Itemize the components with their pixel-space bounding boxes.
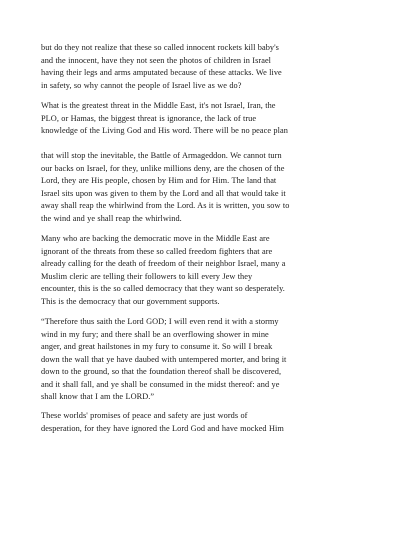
paragraph-4	[41, 233, 386, 308]
paragraph-line: in safety, so why cannot the people of Israel live as we do?	[41, 80, 242, 90]
paragraph-line: ignorant of the threats from these so called freedom fighters that are	[41, 246, 273, 256]
paragraph-line: but do they not realize that these so called innocent rockets kill baby's	[41, 43, 279, 52]
paragraph-line: having their legs and arms amputated because of these attacks. We live	[41, 68, 282, 77]
paragraph-line: the wind and ye shall reap the whirlwind.	[41, 213, 182, 223]
paragraph-2	[41, 100, 386, 138]
paragraph-line: already calling for the death of freedom of their neighbor Israel, many a	[41, 259, 286, 268]
paragraph-line: Israel sits upon was given to them by the Lord and all that would take it	[41, 188, 286, 198]
paragraph-line: knowledge of the Living God and His word. There will be no peace plan	[41, 126, 288, 135]
paragraph-line: encounter, this is the so called democracy that they want so desperately.	[41, 284, 285, 293]
paragraph-line: What is the greatest threat in the Middle East, it's not Israel, Iran, the	[41, 101, 276, 110]
paragraph-line: Lord, they are His people, chosen by Him and for Him. The land that	[41, 176, 277, 185]
paragraph-line: These worlds' promises of peace and safety are just words of	[41, 411, 248, 420]
paragraph-5-quote	[41, 316, 386, 404]
paragraph-line: PLO, or Hamas, the biggest threat is ignorance, the lack of true	[41, 113, 257, 123]
paragraph-line: Many who are backing the democratic move in the Middle East are	[41, 234, 270, 243]
paragraph-line: and it shall fall, and ye shall be consumed in the midst thereof: and ye	[41, 379, 280, 389]
paragraph-line: and the innocent, have they not seen the photos of children in Israel	[41, 55, 272, 65]
paragraph-line: that will stop the inevitable, the Battle of Armageddon. We cannot turn	[41, 151, 282, 160]
paragraph-line: away shall reap the whirlwind from the Lord. As it is written, you sow to	[41, 201, 290, 210]
paragraph-line: desperation, for they have ignored the Lord God and have mocked Him	[41, 423, 284, 433]
paragraph-line: “Therefore thus saith the Lord GOD; I will even rend it with a stormy	[41, 317, 279, 326]
paragraph-line: wind in my fury; and there shall be an overflowing shower in mine	[41, 329, 269, 339]
paragraph-line: down to the ground, so that the foundation thereof shall be discovered,	[41, 367, 282, 376]
paragraph-line: our backs on Israel, for they, unlike millions deny, are the chosen of the	[41, 163, 285, 173]
paragraph-line: down the wall that ye have daubed with untempered morter, and bring it	[41, 354, 287, 364]
paragraph-line: shall know that I am the LORD.”	[41, 392, 155, 401]
paragraph-1	[41, 42, 386, 92]
paragraph-3	[41, 150, 386, 225]
paragraph-line: anger, and great hailstones in my fury to consume it. So will I break	[41, 342, 273, 351]
paragraph-6	[41, 410, 386, 435]
paragraph-line: Muslim cleric are telling their followers to kill every Jew they	[41, 271, 253, 281]
paragraph-line: This is the democracy that our government supports.	[41, 296, 220, 306]
